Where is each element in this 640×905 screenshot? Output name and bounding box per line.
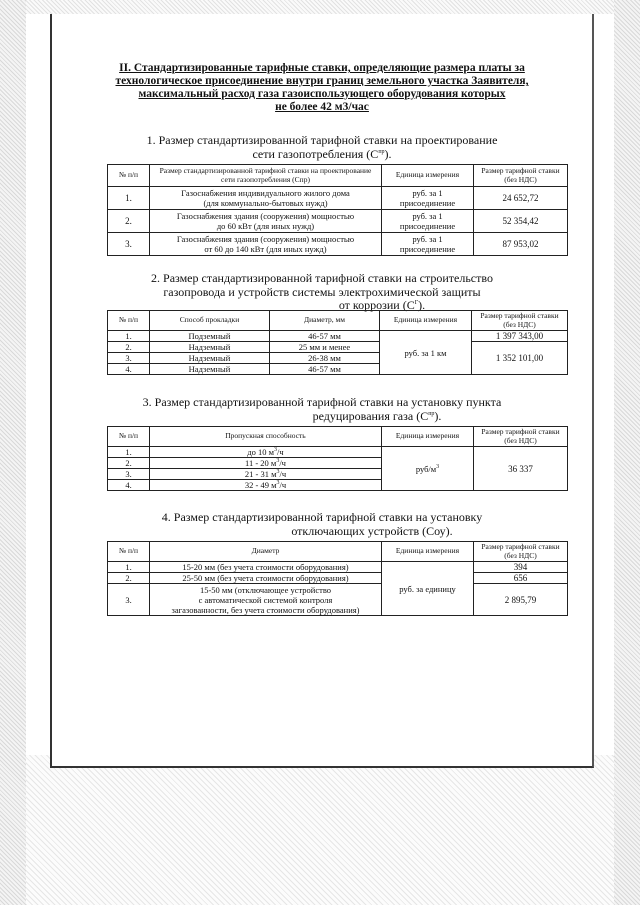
section3-unit: руб/$м^3$ [382,447,474,491]
table-row: 2. 11 - 20 $м^3/ч$ [108,458,568,469]
section2-table: № п/п Способ прокладки Диаметр, мм Единица измерения Размер тарифной ставки (без НДС) 1. Подземный 46-57 мм руб. за 1 км 1 397 343,00 2. Надземный 25 мм и менее 1 352 101,00 3. Надземный 26-38 мм 4. Надземный 46-57 мм [107,310,568,375]
section1-title: 1. Размер стандартизированной тарифной ставки на проектирование сети газопотребления $(С^{пр})$. [146,133,498,161]
heading-line-4: не более 42 м3/час [275,101,369,113]
section2-value-a: 1 397 343,00 [472,331,568,342]
scan-border-bottom [26,755,614,905]
section2-value-b: 1 352 101,00 [472,342,568,375]
table-row: 4. 32 - 49 $м^3/ч$ [108,480,568,491]
section2-title: 2. Размер стандартизированной тарифной ставки на строительство газопровода и устройств системы электрохимической защиты от коррозии $(С^Г)$. [151,271,493,312]
table-row: 1. Подземный 46-57 мм руб. за 1 км 1 397 343,00 [108,331,568,342]
table-row: 2. Надземный 25 мм и менее 1 352 101,00 [108,342,568,353]
scan-border-left [0,0,26,905]
table-row: 3. 21 - 31 $м^3/ч$ [108,469,568,480]
heading-line-2: технологическое присоединение внутри границ земельного участка Заявителя, [115,75,529,87]
section1-table [107,164,568,256]
section2-unit: руб. за 1 км [380,331,472,375]
table-row: 1. 15-20 мм (без учета стоимости оборудования) руб. за единицу 394 [108,562,568,573]
col-value: Размер тарифной ставки (без НДС) [474,165,568,187]
scan-border-top [26,0,614,14]
section4-table: № п/п Диаметр Единица измерения Размер тарифной ставки (без НДС) 1. 15-20 мм (без учета стоимости оборудования) руб. за единицу 394 2. 25-50 мм (без учета стоимости оборудования) 656 3. 15-50 мм (отключающее устройство с автоматической системой контроля загазованности, без учета стоимости оборудования) 2 895,79 [107,541,568,616]
table-row: 3. Надземный 26-38 мм [108,353,568,364]
section3-table: № п/п Пропускная способность Единица измерения Размер тарифной ставки (без НДС) 1. до 10 $м^3/ч$ руб/$м^3$ 36 337 2. 11 - 20 $м^3/ч$ 3. 21 - 31 $м^3/ч$ 4. 32 - 49 $м^3/ч$ [107,426,568,491]
section4-unit: руб. за единицу [382,562,474,616]
table-row: 1. Газоснабжения индивидуального жилого дома (для коммунально-бытовых нужд) руб. за 1 присоединение 24 652,72 [108,187,568,210]
heading-line-1: II. Стандартизированные тарифные ставки, определяющие размера платы за [119,62,525,74]
section3-title: 3. Размер стандартизированной тарифной ставки на установку пункта редуцирования газа $(С^{пр})$. [142,395,502,423]
section3-value: 36 337 [474,447,568,491]
table-row: 3. Газоснабжения здания (сооружения) мощностью от 60 до 140 кВт (для иных нужд) руб. за 1 присоединение 87 953,02 [108,233,568,256]
table-row: 3. 15-50 мм (отключающее устройство с автоматической системой контроля загазованности, без учета стоимости оборудования) 2 895,79 [108,584,568,616]
section4-title: 4. Размер стандартизированной тарифной ставки на установку отключающих устройств (Соу). [161,510,483,538]
table-row: 1. до 10 $м^3/ч$ руб/$м^3$ 36 337 [108,447,568,458]
heading-line-3: максимальный расход газа газоиспользующего оборудования которых [138,88,506,100]
document-heading [64,62,580,114]
col-number: № п/п [108,165,150,187]
table-row: 2. Газоснабжения здания (сооружения) мощностью до 60 кВт (для иных нужд) руб. за 1 присоединение 52 354,42 [108,210,568,233]
col-name: Размер стандартизированной тарифной ставки на проектирование сети газопотребления (Спр) [150,165,382,187]
document-page [50,14,594,768]
col-unit: Единица измерения [382,165,474,187]
table-row: 4. Надземный 46-57 мм [108,364,568,375]
scan-border-right [614,0,640,905]
table-row: 2. 25-50 мм (без учета стоимости оборудования) 656 [108,573,568,584]
